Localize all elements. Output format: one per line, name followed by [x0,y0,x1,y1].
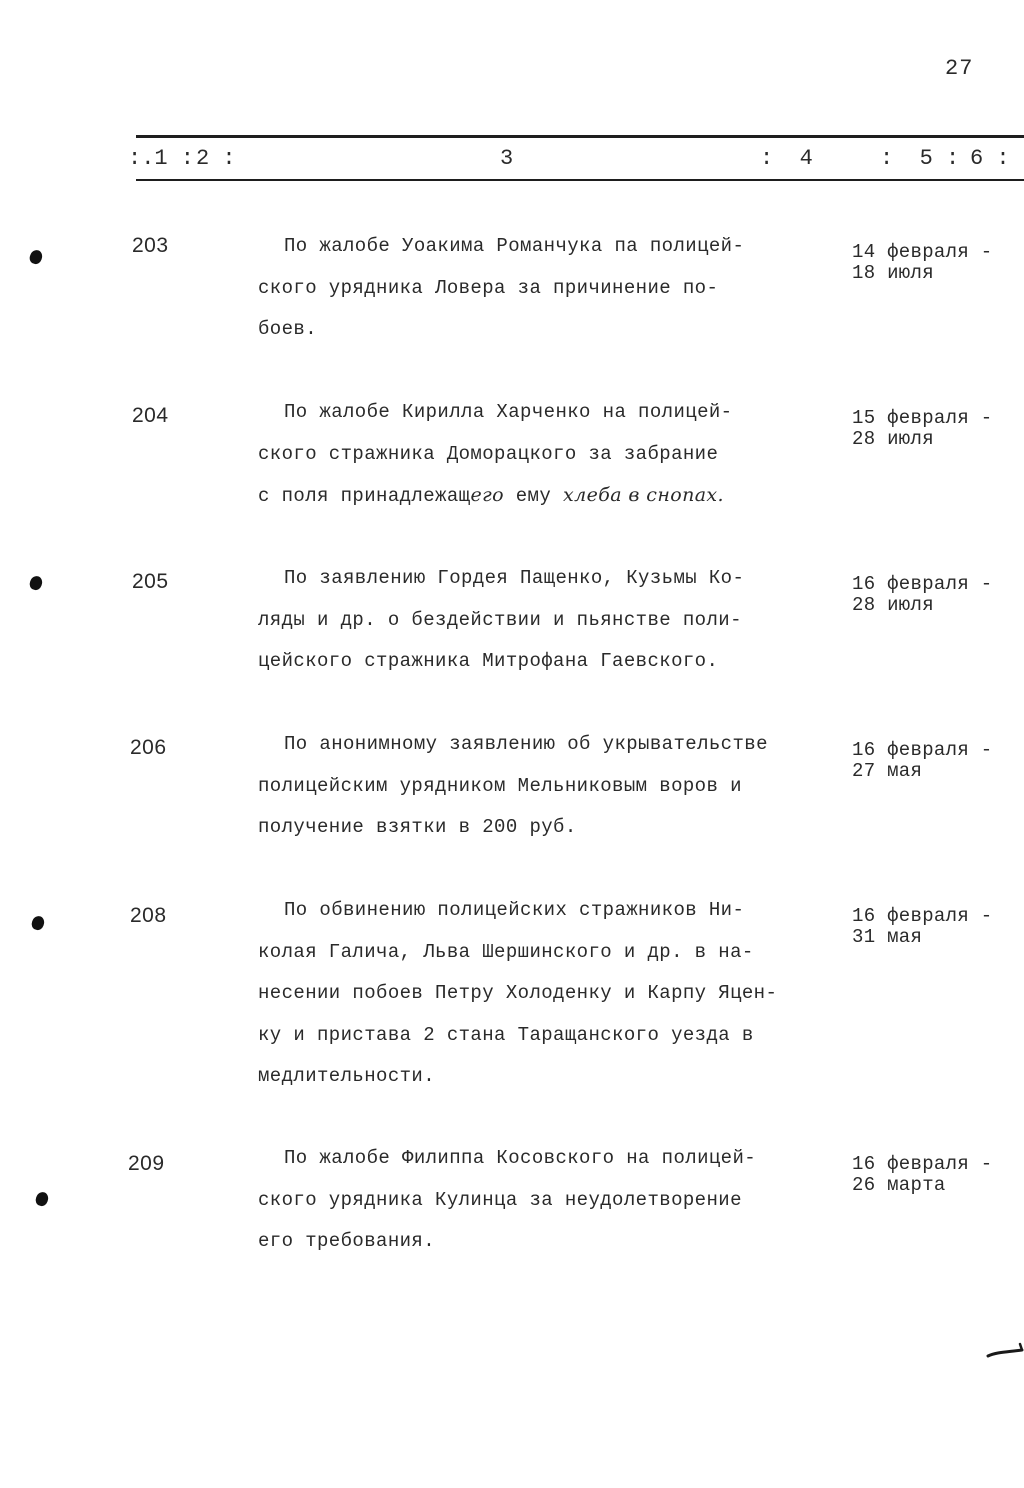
column-header-1: :.1 : [128,146,195,171]
entry-line: получение взятки в 200 руб. [258,816,577,838]
column-header-4: : 4 [760,146,813,171]
entry-line: По заявлению Гордея Пащенко, Кузьмы Ко- [284,567,745,589]
date-end: 31 мая [852,926,923,948]
entry-line: цейского стражника Митрофана Гаевского. [258,650,719,672]
entry-line: полицейским урядником Мельниковым воров и [258,774,742,797]
date-end: 28 июля [852,428,934,450]
column-header-6: 6 : [970,146,1010,171]
date-end: 28 июля [852,594,934,616]
entry-number: 205 [132,570,169,593]
entry-description [258,1138,818,1263]
page-number: 27 [945,56,974,81]
date-start: 14 февраля - [852,241,993,263]
entry-line: По обвинению полицейских стражников Ни- [284,899,745,921]
entry-number: 209 [128,1152,165,1175]
entry-line: медлительности. [258,1065,436,1087]
column-header-row [0,146,1024,176]
entry-description [258,392,818,518]
entry-number: 204 [132,404,169,427]
date-end: 27 мая [852,760,923,782]
entry-line: ку и пристава 2 стана Таращанского уезда в [258,1023,754,1046]
header-rule-bottom [136,179,1024,181]
column-header-3: 3 [500,146,514,171]
handwritten-text: его [470,484,504,506]
entry-line: По анонимному заявлению об укрывательстве [284,733,768,755]
entry-dates [852,740,992,782]
entry-description [258,724,818,849]
entry-number: 206 [130,736,167,759]
entry-line: По жалобе Филиппа Косовского на полицей- [284,1147,757,1169]
punch-hole-mark [28,574,44,591]
punch-hole-mark [30,914,46,931]
entry-line-mixed [258,475,818,518]
entry-description [258,226,818,351]
date-start: 15 февраля - [852,407,993,429]
entry-line: По жалобе Кирилла Харченко на полицей- [284,401,733,423]
entry-description [258,890,818,1098]
entry-line: несении побоев Петру Холоденку и Карпу Яцен- [258,982,778,1004]
entry-number: 208 [130,904,167,927]
date-end: 26 марта [852,1174,946,1196]
entry-dates [852,906,992,948]
date-start: 16 февраля - [852,1153,993,1175]
date-end: 18 июля [852,262,934,284]
entry-line: ского урядника Ловера за причинение по- [258,276,719,299]
edge-pen-stroke [984,1338,1024,1362]
date-start: 16 февраля - [852,739,993,761]
punch-hole-mark [34,1190,50,1207]
typed-text: ему [503,485,563,507]
entry-description [258,558,818,683]
entry-line: ляды и др. о бездействии и пьянстве поли- [258,608,742,631]
entry-line: ского урядника Кулинца за неудолетворение [258,1188,742,1211]
entry-line: боев. [258,318,318,340]
date-start: 16 февраля - [852,905,993,927]
date-start: 16 февраля - [852,573,993,595]
entry-dates [852,408,992,450]
entry-line: его требования. [258,1230,436,1252]
entry-dates [852,242,992,284]
entry-number: 203 [132,234,169,257]
entry-line: ского стражника Доморацкого за забрание [258,442,719,465]
punch-hole-mark [28,248,44,265]
column-header-2: 2 : [196,146,236,171]
entry-dates [852,574,992,616]
header-rule-top [136,135,1024,138]
entry-line: По жалобе Уоакима Романчука па полицей- [284,235,745,257]
typed-text: с поля принадлежащ [258,485,471,507]
entry-line: колая Галича, Льва Шершинского и др. в на- [258,940,754,963]
entry-dates [852,1154,992,1196]
column-header-5: : 5 : [880,146,960,171]
handwritten-text: хлеба в снопах. [562,484,724,506]
